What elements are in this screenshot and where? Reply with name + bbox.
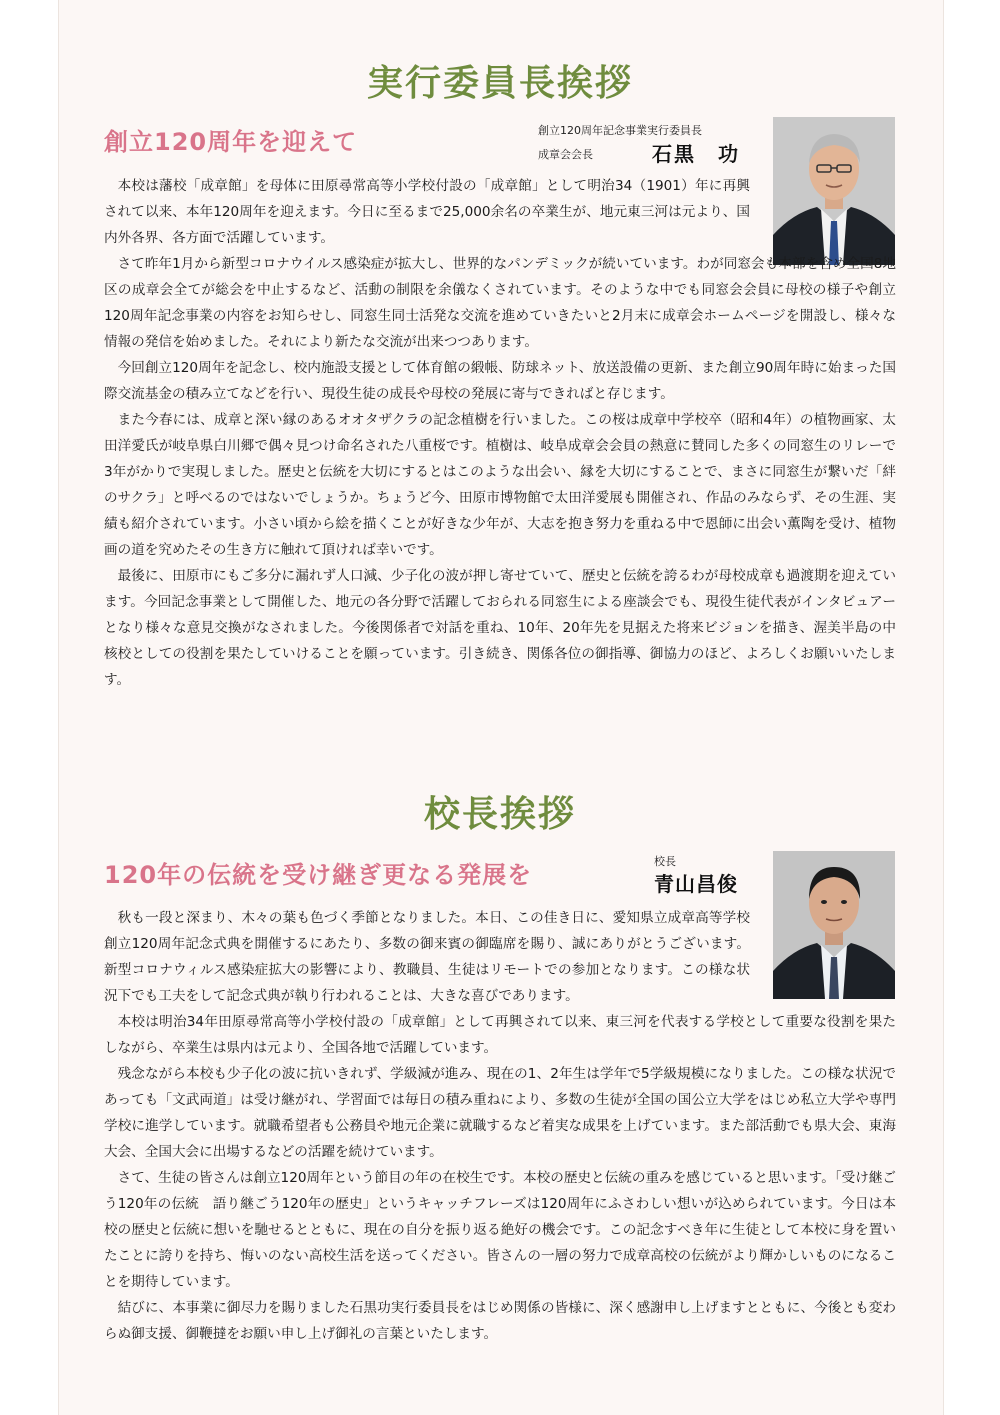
principal-paragraph-1: 秋も一段と深まり、木々の葉も色づく季節となりました。本日、この佳き日に、愛知県立成章高等学校創立120周年記念式典を開催するにあたり、多数の御来賓の御臨席を賜り、誠にありがとうございます。新型コロナウィルス感染症拡大の影響により、教職員、生徒はリモートでの参加となります。この様な状況下でも工夫をして記念式典が執り行われることは、大きな喜びであります。 bbox=[104, 910, 750, 1004]
chairman-role: 創立120周年記念事業実行委員長 bbox=[538, 124, 702, 137]
principal-paragraph-5: 結びに、本事業に御尽力を賜りました石黒功実行委員長をはじめ関係の皆様に、深く感謝申し上げますとともに、今後とも変わらぬ御支援、御鞭撻をお願い申し上げ御礼の言葉といたします。 bbox=[104, 1300, 896, 1342]
principal-message bbox=[104, 905, 896, 1347]
principal-name: 青山昌俊 bbox=[654, 872, 738, 896]
chairman-paragraph-2: さて昨年1月から新型コロナウイルス感染症が拡大し、世界的なパンデミックが続いています。わが同窓会も本部を含め全国8地区の成章会全てが総会を中止するなど、活動の制限を余儀なくされています。そのような中でも同窓会会員に母校の様子や創立120周年記念事業の内容をお知らせし、同窓生同士活発な交流を進めていきたいと2月末に成章会ホームページを開設し、様々な情報の発信を始めました。それにより新たな交流が出来つつあります。 bbox=[104, 256, 896, 350]
subtitle-principal: 120年の伝統を受け継ぎ更なる発展を bbox=[104, 861, 533, 889]
chairman-name: 石黒 功 bbox=[652, 142, 740, 166]
principal-paragraph-3: 残念ながら本校も少子化の波に抗いきれず、学級減が進み、現在の1、2年生は学年で5学級規模になりました。この様な状況であっても「文武両道」は受け継がれ、学習面では毎日の積み重ねにより、多数の生徒が全国の国公立大学をはじめ私立大学や専門学校に進学しています。就職希望者も公務員や地元企業に就職するなど着実な成果を上げています。また部活動でも県大会、東海大会、全国大会に出場するなどの活躍を続けています。 bbox=[104, 1066, 896, 1160]
section-title-chairman: 実行委員長挨拶 bbox=[366, 63, 633, 104]
subtitle-chairman: 創立120周年を迎えて bbox=[104, 128, 358, 156]
principal-role: 校長 bbox=[654, 855, 676, 868]
chairman-message bbox=[104, 173, 896, 693]
section-title-principal: 校長挨拶 bbox=[423, 794, 576, 835]
chairman-paragraph-5: 最後に、田原市にもご多分に漏れず人口減、少子化の波が押し寄せていて、歴史と伝統を誇るわが母校成章も過渡期を迎えています。今回記念事業として開催した、地元の各分野で活躍しておられる同窓生による座談会でも、現役生徒代表がインタビュアーとなり様々な意見交換がなされました。今後関係者で対話を重ね、10年、20年先を見据えた将来ビジョンを描き、渥美半島の中核校としての役割を果たしていけることを願っています。引き続き、関係各位の御指導、御協力のほど、よろしくお願いいたします。 bbox=[104, 568, 896, 688]
principal-paragraph-4: さて、生徒の皆さんは創立120周年という節目の年の在校生です。本校の歴史と伝統の重みを感じていると思います。「受け継ごう120年の伝統 語り継ごう120年の歴史」というキャッチフレーズは120周年にふさわしい想いが込められています。今日は本校の歴史と伝統に想いを馳せるとともに、現在の自分を振り返る絶好の機会です。この記念すべき年に生徒として本校に身を置いたことに誇りを持ち、悔いのない高校生活を送ってください。皆さんの一層の努力で成章高校の伝統がより輝かしいものになることを期待しています。 bbox=[104, 1170, 896, 1290]
chairman-paragraph-3: 今回創立120周年を記念し、校内施設支援として体育館の緞帳、防球ネット、放送設備の更新、また創立90周年時に始まった国際交流基金の積み立てなどを行い、現役生徒の成長や母校の発展に寄与できればと存じます。 bbox=[104, 360, 896, 402]
chairman-paragraph-1: 本校は藩校「成章館」を母体に田原尋常高等小学校付設の「成章館」として明治34（1901）年に再興されて以来、本年120周年を迎えます。今日に至るまで25,000余名の卒業生が、地元東三河は元より、国内外各界、各方面で活躍しています。 bbox=[104, 178, 750, 246]
chairman-paragraph-4: また今春には、成章と深い縁のあるオオタザクラの記念植樹を行いました。この桜は成章中学校卒（昭和4年）の植物画家、太田洋愛氏が岐阜県白川郷で偶々見つけ命名された八重桜です。植樹は、岐阜成章会会員の熱意に賛同した多くの同窓生のリレーで3年がかりで実現しました。歴史と伝統を大切にするとはこのような出会い、縁を大切にすることで、まさに同窓生が繋いだ「絆のサクラ」と呼べるのではないでしょうか。ちょうど今、田原市博物館で太田洋愛展も開催され、作品のみならず、その生涯、実績も紹介されています。小さい頃から絵を描くことが好きな少年が、大志を抱き努力を重ねる中で恩師に出会い薫陶を受け、植物画の道を究めたその生き方に触れて頂ければ幸いです。 bbox=[104, 412, 896, 558]
chairman-affiliation: 成章会会長 bbox=[538, 148, 593, 161]
principal-paragraph-2: 本校は明治34年田原尋常高等小学校付設の「成章館」として再興されて以来、東三河を代表する学校として重要な役割を果たしながら、卒業生は県内は元より、全国各地で活躍しています。 bbox=[104, 1014, 896, 1056]
